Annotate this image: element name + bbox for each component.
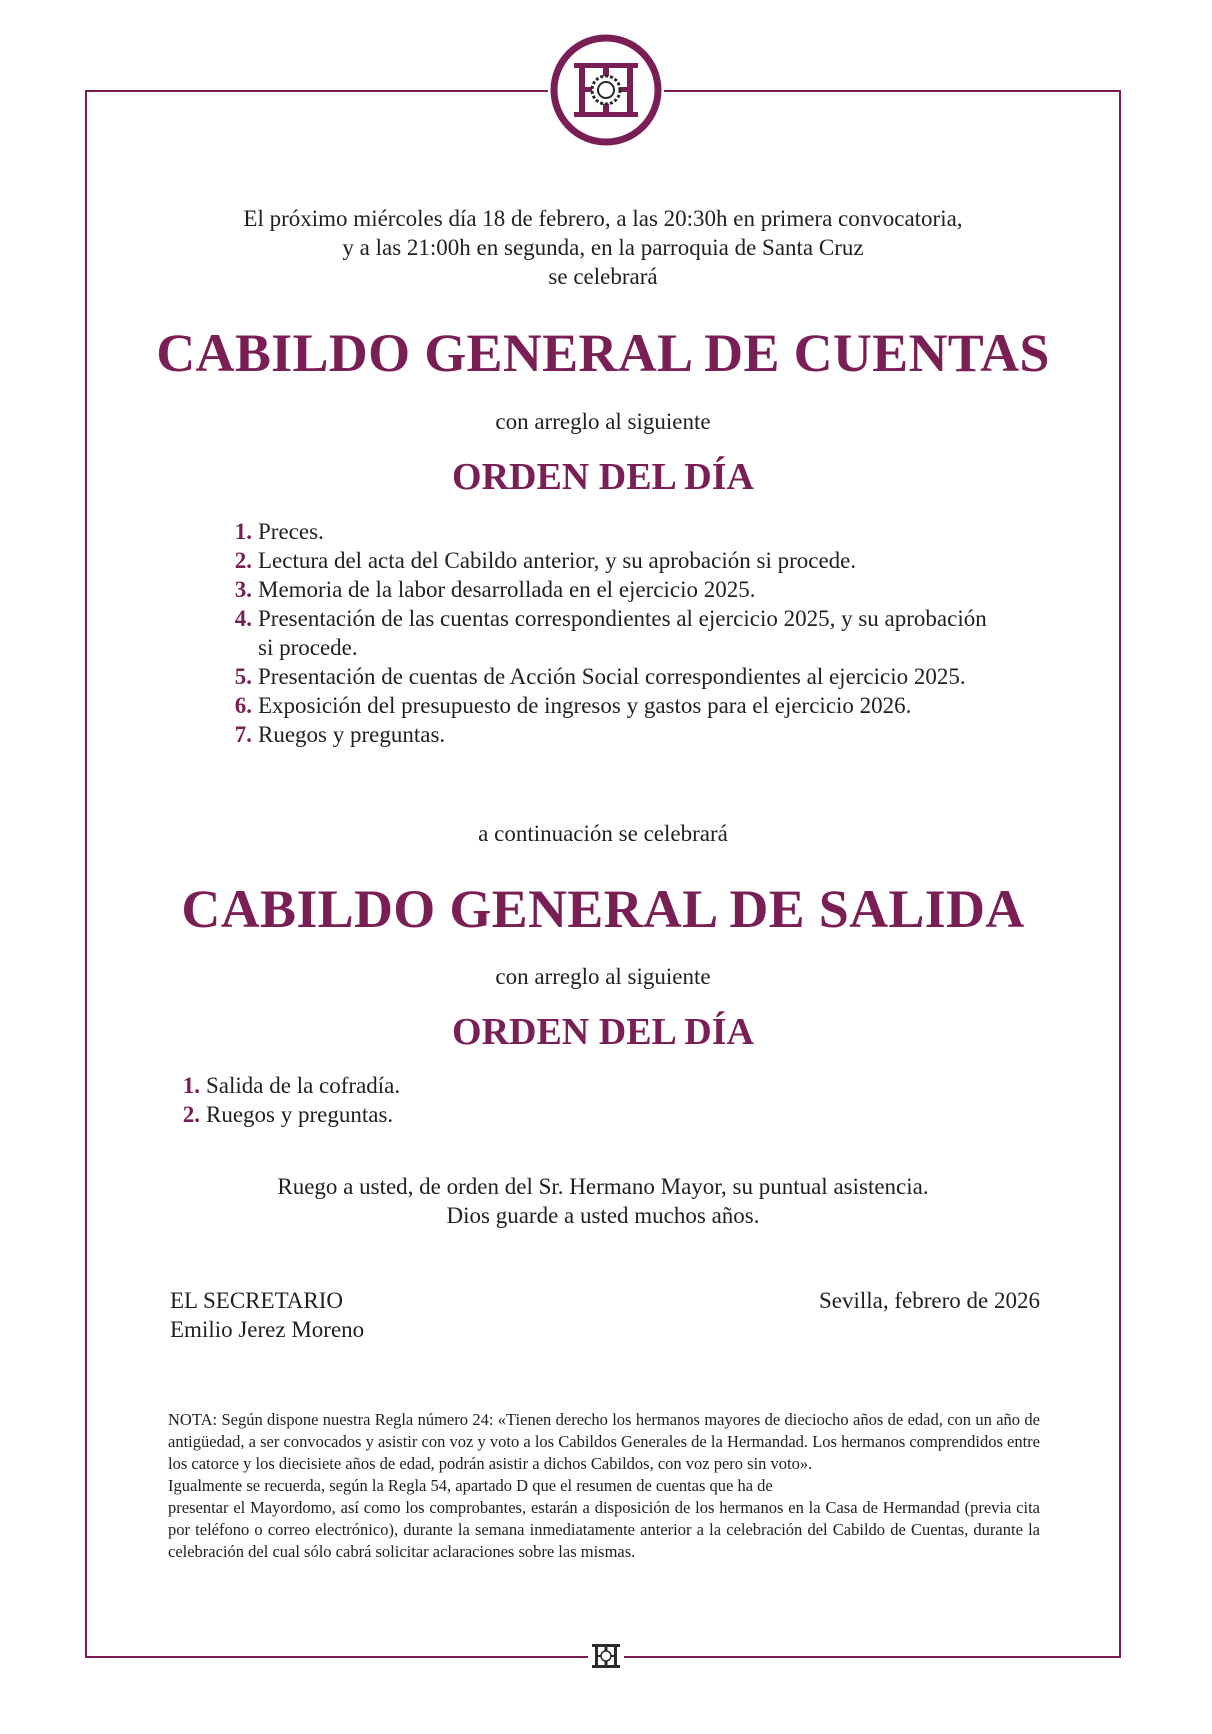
item-text: Preces.: [258, 519, 324, 544]
signature-block: [170, 1286, 364, 1344]
list-item: [170, 1100, 770, 1129]
list-item: [222, 691, 1002, 720]
signature-role: EL SECRETARIO: [170, 1288, 343, 1313]
item-text: Lectura del acta del Cabildo anterior, y su aprobación si procede.: [258, 548, 857, 573]
orden-del-dia-title-2: ORDEN DEL DÍA: [452, 1011, 754, 1053]
intro-line-3: se celebrará: [548, 264, 658, 289]
nota-paragraph-3: presentar el Mayordomo, así como los comprobantes, estarán a disposición de los hermanos en la Casa de Hermandad (previa cita por teléfono o correo electrónico), durante la semana inmediatamente anterior a la celebración del Cabildo de Cuentas, durante la celebración del cual sólo cabrá solicitar aclaraciones sobre las mismas.: [168, 1498, 1040, 1561]
nota-paragraph-1: NOTA: Según dispone nuestra Regla número 24: «Tienen derecho los hermanos mayores de dieciocho años de edad, con un año de antigüedad, a ser convocados y asistir con voz y voto a los Cabildos Generales de la Hermandad. Los hermanos comprendidos entre los catorce y los diecisiete años de edad, podrán asistir a dichos Cabildos, con voz pero sin voto».: [168, 1410, 1040, 1473]
item-text: Salida de la cofradía.: [206, 1073, 401, 1098]
list-item: [222, 604, 1002, 662]
item-number: 5.: [234, 664, 252, 689]
item-text: Ruegos y preguntas.: [206, 1102, 394, 1127]
orden-del-dia-list-2: [170, 1071, 770, 1129]
nota-block: [168, 1409, 1040, 1563]
signature-name: Emilio Jerez Moreno: [170, 1317, 365, 1342]
list-item: [222, 575, 1002, 604]
intro-text: [85, 204, 1121, 291]
item-text: Ruegos y preguntas.: [258, 722, 446, 747]
item-text: Memoria de la labor desarrollada en el ejercicio 2025.: [258, 577, 756, 602]
item-number: 1.: [182, 1073, 200, 1098]
list-item: [222, 546, 1002, 575]
item-number: 2.: [234, 548, 252, 573]
item-number: 3.: [234, 577, 252, 602]
item-text: Presentación de cuentas de Acción Social correspondientes al ejercicio 2025.: [258, 664, 966, 689]
cabildo-salida-subtitle: con arreglo al siguiente: [495, 964, 711, 989]
intro-line-1: El próximo miércoles día 18 de febrero, a las 20:30h en primera convocatoria,: [243, 206, 963, 231]
cabildo-cuentas-subtitle: con arreglo al siguiente: [495, 409, 711, 434]
continuation-text: a continuación se celebrará: [478, 821, 728, 846]
nota-paragraph-2: Igualmente se recuerda, según la Regla 54, apartado D que el resumen de cuentas que ha de: [168, 1476, 773, 1495]
place-date: Sevilla, febrero de 2026: [819, 1288, 1040, 1313]
closing-line-1: Ruego a usted, de orden del Sr. Hermano Mayor, su puntual asistencia.: [277, 1174, 929, 1199]
list-item: [170, 1071, 770, 1100]
closing-text: [85, 1172, 1121, 1230]
list-item: [222, 662, 1002, 691]
item-text: Exposición del presupuesto de ingresos y gastos para el ejercicio 2026.: [258, 693, 912, 718]
cabildo-cuentas-title: CABILDO GENERAL DE CUENTAS: [156, 323, 1050, 383]
item-number: 7.: [234, 722, 252, 747]
list-item: [222, 517, 1002, 546]
cabildo-salida-title: CABILDO GENERAL DE SALIDA: [181, 879, 1025, 939]
item-text: Presentación de las cuentas correspondientes al ejercicio 2025, y su aprobación si procede.: [258, 606, 987, 660]
item-number: 4.: [234, 606, 252, 631]
list-item: [222, 720, 1002, 749]
intro-line-2: y a las 21:00h en segunda, en la parroquia de Santa Cruz: [342, 235, 864, 260]
orden-del-dia-list-1: [222, 517, 1002, 749]
small-emblem-icon: [588, 1638, 624, 1674]
item-number: 1.: [234, 519, 252, 544]
closing-line-2: Dios guarde a usted muchos años.: [446, 1203, 760, 1228]
brotherhood-emblem-icon: [548, 32, 664, 148]
orden-del-dia-title-1: ORDEN DEL DÍA: [452, 456, 754, 498]
item-number: 6.: [234, 693, 252, 718]
item-number: 2.: [182, 1102, 200, 1127]
